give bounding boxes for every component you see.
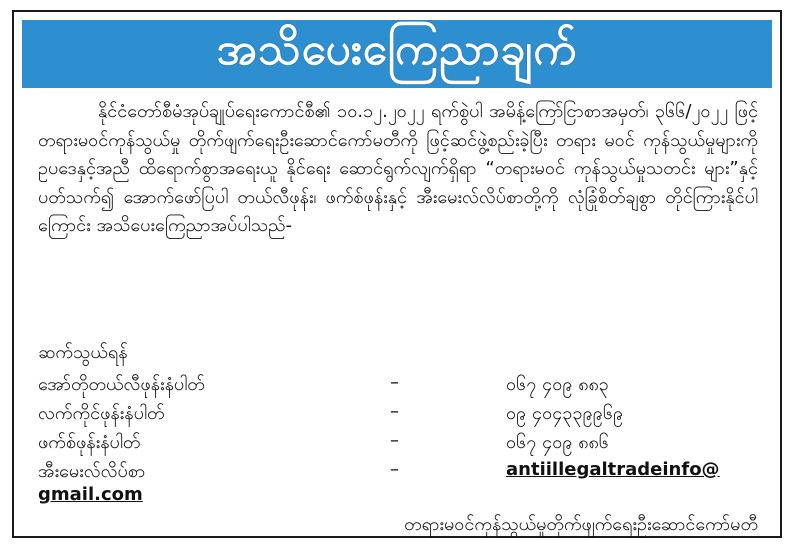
contact-heading: ဆက်သွယ်ရန် <box>38 342 128 363</box>
email-link-continuation[interactable]: gmail.com <box>38 484 143 505</box>
contact-value: ၀၆၇ ၄၀၉ ၈၈၆ <box>506 432 609 453</box>
contact-value: ၀၉ ၄၀၄၃၃၉၉၆၉ <box>506 403 624 424</box>
contact-row-email <box>38 459 768 488</box>
contact-value: ၀၆၇ ၄၀၉ ၈၈၃ <box>506 374 609 395</box>
contact-label: အီးမေးလ်လိပ်စာ <box>38 461 146 482</box>
notice-title: အသိပေးကြေညာချက် <box>216 24 578 75</box>
contact-label: အော်တိုတယ်လီဖုန်းနံပါတ် <box>38 374 205 395</box>
contact-list <box>38 372 768 488</box>
notice-paragraph: နိုင်ငံတော်စီမံအုပ်ချုပ်ရေးကောင်စီ၏ ၁၀.၁၂.၂၀၂၂ ရက်စွဲပါ အမိန့်ကြော်ငြာစာအမှတ်၊ ၃၆၆/၂၀၂၂ ဖြင့် တရားမဝင်ကုန်သွယ်မှု တိုက်ဖျက်ရေးဦးဆောင်ကော်မတီကို ဖြင့်ဆင်ဖွဲ့စည်းခဲ့ပြီး တရား မဝင် ကုန်သွယ်မှုများကို ဥပဒေနှင့်အညီ ထိရောက်စွာအရေးယူ နိုင်ရေး ဆောင်ရွက်လျက်ရှိရာ “တရားမဝင် ကုန်သွယ်မှုသတင်း များ”နှင့်ပတ်သက်၍ အောက်ဖော်ပြပါ တယ်လီဖုန်း၊ ဖက်စ်ဖုန်းနှင့် အီးမေးလ်လိပ်စာတို့ကို လုံခြုံစိတ်ချစွာ တိုင်ကြားနိုင်ပါကြောင်း အသိပေးကြေညာအပ်ပါသည်- <box>38 101 758 236</box>
email-link[interactable]: antiillegaltradeinfo@ <box>506 459 720 480</box>
contact-dash: – <box>390 430 399 451</box>
notice-frame <box>12 10 782 538</box>
committee-signature: တရားမဝင်ကုန်သွယ်မှုတိုက်ဖျက်ရေးဦးဆောင်ကော်မတီ <box>404 514 758 535</box>
contact-row-auto-phone <box>38 372 768 401</box>
notice-paragraph-container <box>38 98 758 241</box>
contact-dash: – <box>390 459 399 480</box>
contact-dash: – <box>390 372 399 393</box>
contact-label: ဖက်စ်ဖုန်းနံပါတ် <box>38 432 141 453</box>
contact-label: လက်ကိုင်ဖုန်းနံပါတ် <box>38 403 165 424</box>
contact-row-mobile <box>38 401 768 430</box>
contact-dash: – <box>390 401 399 422</box>
contact-row-fax <box>38 430 768 459</box>
title-banner <box>22 20 772 88</box>
